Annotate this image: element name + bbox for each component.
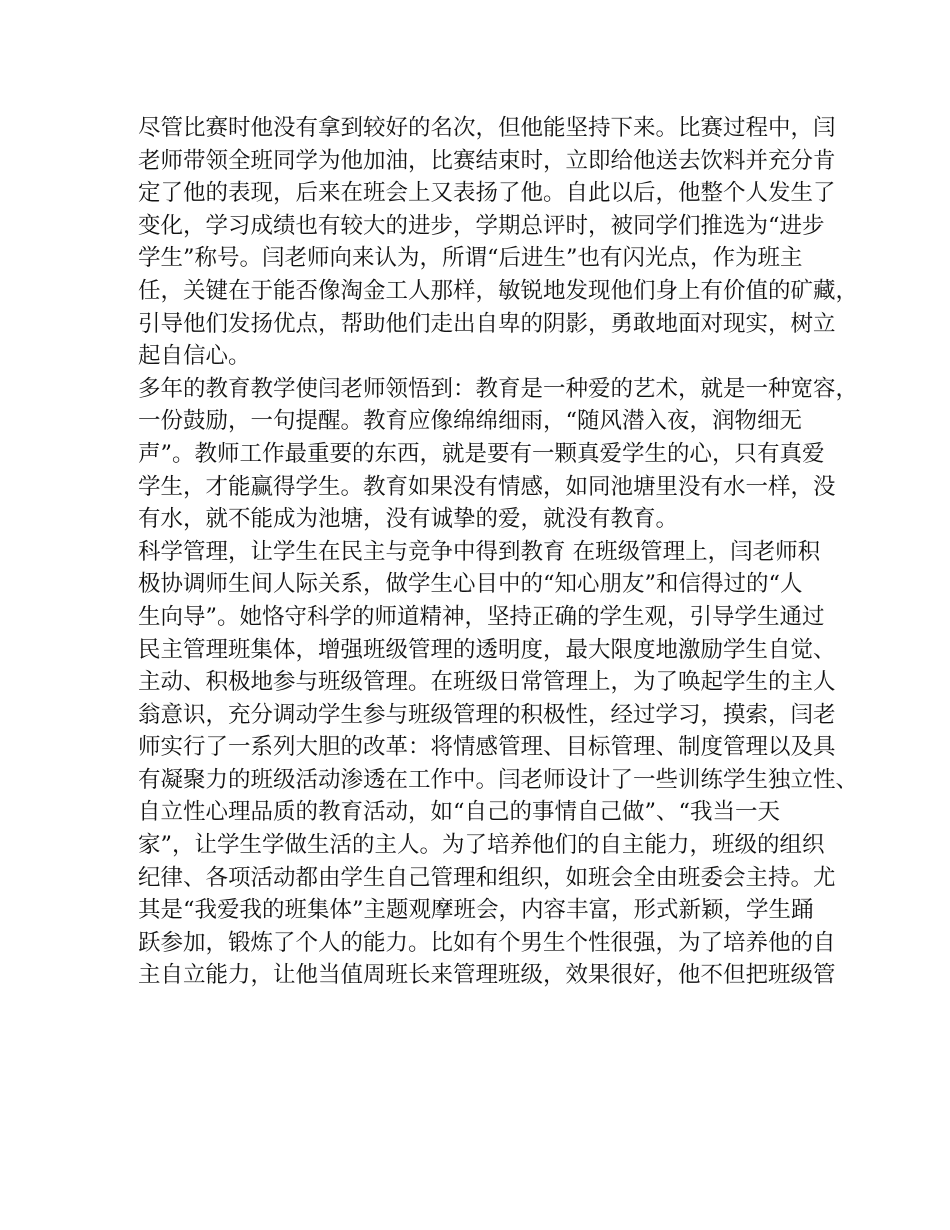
text-line: 民主管理班集体，增强班级管理的透明度，最大限度地激励学生自觉、	[138, 636, 836, 663]
text-line: 师实行了一系列大胆的改革：将情感管理、目标管理、制度管理以及具	[138, 734, 836, 761]
text-line: 定了他的表现，后来在班会上又表扬了他。自此以后，他整个人发生了	[138, 180, 836, 207]
text-line: 学生，才能赢得学生。教育如果没有情感，如同池塘里没有水一样，没	[138, 473, 836, 500]
text-line: 有凝聚力的班级活动渗透在工作中。闫老师设计了一些训练学生独立性、	[138, 766, 859, 793]
text-line: 有水，就不能成为池塘，没有诚挚的爱，就没有教育。	[138, 506, 679, 533]
text-line: 自立性心理品质的教育活动，如“自己的事情自己做”、“我当一天	[138, 799, 781, 826]
text-line: 翁意识，充分调动学生参与班级管理的积极性，经过学习，摸索，闫老	[138, 701, 836, 728]
text-line: 家”，让学生学做生活的主人。为了培养他们的自主能力，班级的组织	[138, 832, 825, 859]
text-line: 极协调师生间人际关系，做学生心目中的“知心朋友”和信得过的“人	[138, 571, 803, 598]
text-line: 尽管比赛时他没有拿到较好的名次，但他能坚持下来。比赛过程中，闫	[138, 115, 836, 141]
text-line: 引导他们发扬优点，帮助他们走出自卑的阴影，勇敢地面对现实，树立	[138, 310, 836, 337]
text-line: 起自信心。	[138, 343, 251, 370]
text-line: 学生”称号。闫老师向来认为，所谓“后进生”也有闪光点，作为班主	[138, 245, 803, 272]
text-line: 变化，学习成绩也有较大的进步，学期总评时，被同学们推选为“进步	[138, 212, 825, 239]
text-line: 其是“我爱我的班集体”主题观摩班会，内容丰富，形式新颖，学生踊	[138, 897, 814, 924]
text-line: 多年的教育教学使闫老师领悟到：教育是一种爱的艺术，就是一种宽容，	[138, 375, 859, 402]
body-text	[138, 112, 859, 992]
text-line: 生向导”。她恪守科学的师道精神，坚持正确的学生观，引导学生通过	[138, 603, 825, 630]
text-line: 老师带领全班同学为他加油，比赛结束时，立即给他送去饮料并充分肯	[138, 147, 836, 174]
text-line: 跃参加，锻炼了个人的能力。比如有个男生个性很强，为了培养他的自	[138, 929, 836, 956]
text-line: 主动、积极地参与班级管理。在班级日常管理上，为了唤起学生的主人	[138, 669, 836, 696]
text-line: 声”。教师工作最重要的东西，就是要有一颗真爱学生的心，只有真爱	[138, 440, 825, 467]
text-line: 任，关键在于能否像淘金工人那样，敏锐地发现他们身上有价值的矿藏，	[138, 277, 859, 304]
text-line: 一份鼓励，一句提醒。教育应像绵绵细雨，“随风潜入夜，润物细无	[138, 408, 803, 435]
text-line: 纪律、各项活动都由学生自己管理和组织，如班会全由班委会主持。尤	[138, 864, 836, 891]
text-line: 主自立能力，让他当值周班长来管理班级，效果很好，他不但把班级管	[138, 962, 836, 989]
text-line: 科学管理，让学生在民主与竞争中得到教育 在班级管理上，闫老师积	[138, 538, 821, 565]
